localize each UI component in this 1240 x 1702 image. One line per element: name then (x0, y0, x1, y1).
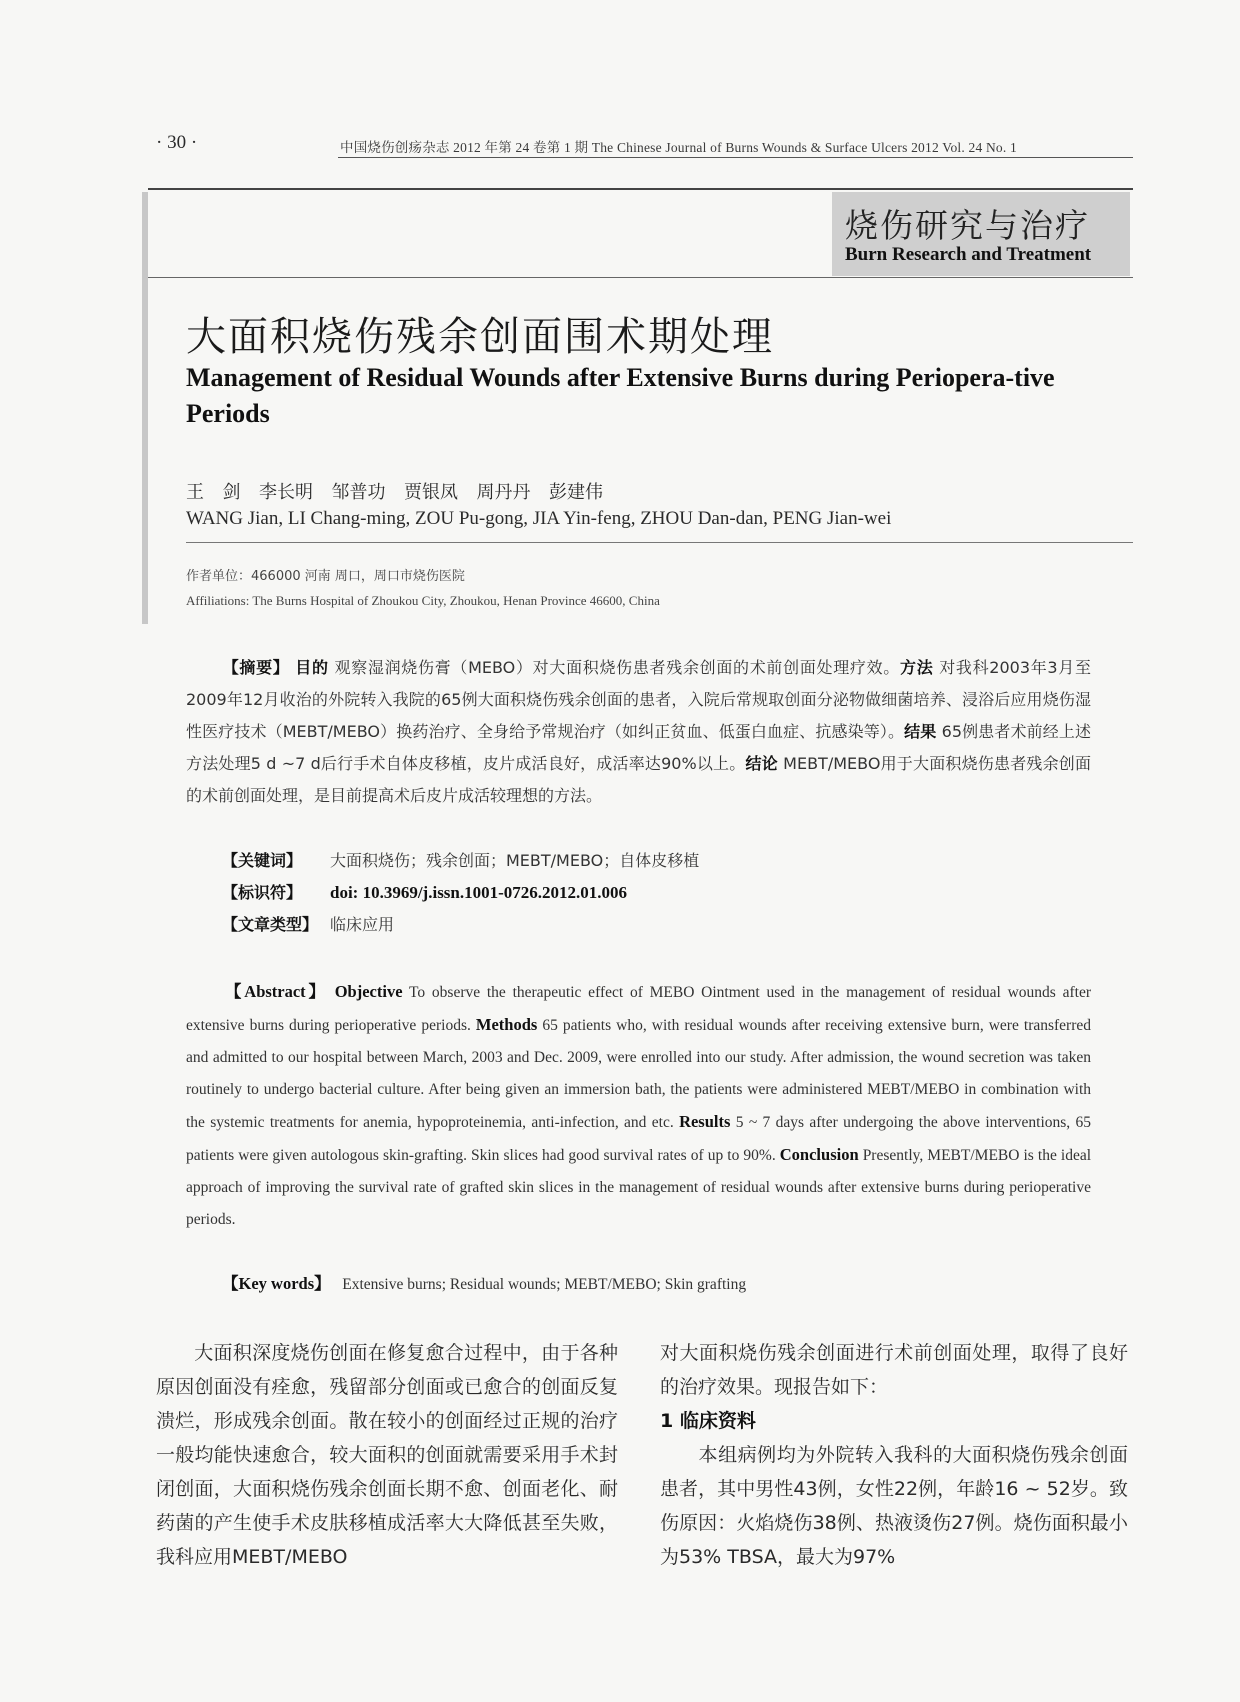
authors-cn: 王 剑 李长明 邹普功 贾银凤 周丹丹 彭建伟 (186, 482, 603, 502)
abstract-cn (186, 652, 1091, 812)
doi-value: doi: 10.3969/j.issn.1001-0726.2012.01.006 (330, 883, 628, 902)
authors-en: WANG Jian, LI Chang-ming, ZOU Pu-gong, JIA Yin-feng, ZHOU Dan-dan, PENG Jian-wei (186, 508, 892, 529)
methods-cn: 对我科2003年3月至2009年12月收治的外院转入我院的65例大面积烧伤残余创面的患者，入院后常规取创面分泌物做细菌培养、浸浴后应用烧伤湿性医疗技术（MEBT/MEBO）换药治疗、全身给予常规治疗（如纠正贫血、低蛋白血症、抗感染等）。 (186, 658, 1091, 741)
conclusion-en: Presently, MEBT/MEBO is the ideal approach of improving the survival rate of grafted skin slices in the management of residual wounds after extensive burns during perioperative periods. (186, 1147, 1092, 1228)
header-rule (338, 157, 1133, 158)
keywords-en-row (222, 1270, 746, 1294)
top-rule (148, 188, 1133, 190)
body-left-column (156, 1336, 618, 1574)
objective-en-label: Objective (334, 982, 403, 1001)
methods-en: 65 patients who, with residual wounds after receiving extensive burn, were transferred and admitted to our hospital between March, 2003 and Dec. 2009, were enrolled into our study. After admission, the wound secretion was taken routinely to undergo bacterial culture. After being given an immersion bath, the patients were administered MEBT/MEBO in combination with the systemic treatments for anemia, hypoproteinemia, anti-infection, and etc. (186, 1017, 1092, 1131)
objective-en: To observe the therapeutic effect of MEBO Ointment used in the management of residual wounds after extensive burns during perioperative periods. (186, 984, 1091, 1034)
running-header: 中国烧伤创疡杂志 2012 年第 24 卷第 1 期 The Chinese Journal of Burns Wounds & Surface Ulcers 2012 Vol. 24 No. 1 (340, 140, 1017, 155)
objective-cn-label: 目的 (295, 658, 329, 677)
left-decorative-bar (142, 192, 148, 624)
keywords-cn: 大面积烧伤；残余创面；MEBT/MEBO；自体皮移植 (330, 851, 700, 870)
conclusion-cn: MEBT/MEBO用于大面积烧伤患者残余创面的术前创面处理，是目前提高术后皮片成活较理想的方法。 (186, 754, 1091, 805)
conclusion-en-label: Conclusion (779, 1145, 859, 1164)
results-cn-label: 结果 (904, 722, 937, 741)
title-cn: 大面积烧伤残余创面围术期处理 (186, 314, 774, 360)
body-left-paragraph: 大面积深度烧伤创面在修复愈合过程中，由于各种原因创面没有痊愈，残留部分创面或已愈合的创面反复溃烂，形成残余创面。散在较小的创面经过正规的治疗一般均能快速愈合，较大面积的创面就需要采用手术封闭创面，大面积烧伤残余创面长期不愈、创面老化、耐药菌的产生使手术皮肤移植成活率大大降低甚至失败，我科应用MEBT/MEBO (156, 1342, 618, 1568)
section-heading-1: 1 临床资料 (660, 1410, 756, 1432)
article-type: 临床应用 (330, 915, 395, 934)
methods-cn-label: 方法 (900, 658, 934, 677)
body-right-paragraph-2: 本组病例均为外院转入我科的大面积烧伤残余创面患者，其中男性43例，女性22例，年龄16 ~ 52岁。致伤原因：火焰烧伤38例、热液烫伤27例。烧伤面积最小为53% TBSA，最大为97% (660, 1444, 1128, 1568)
affiliation-cn: 作者单位：466000 河南 周口，周口市烧伤医院 (186, 569, 465, 584)
page-number: · 30 · (156, 132, 198, 153)
abstract-en-label: 【Abstract】 (222, 982, 328, 1001)
results-en: 5 ~ 7 days after undergoing the above interventions, 65 patients were given autologous skin-grafting. Skin slices had good survival rates of up to 90%. (186, 1114, 1092, 1164)
article-type-row (222, 912, 394, 935)
column-title-cn: 烧伤研究与治疗 (845, 206, 1090, 245)
title-en: Management of Residual Wounds after Extensive Burns during Periopera-tive Periods (186, 363, 1055, 428)
methods-en-label: Methods (475, 1015, 538, 1034)
column-title-en: Burn Research and Treatment (845, 244, 1092, 265)
abstract-cn-label: 【摘要】 (222, 658, 290, 677)
abstract-en (186, 976, 1091, 1236)
doi-row (222, 880, 627, 903)
column-rule (148, 277, 1133, 278)
keywords-en-label: 【Key words】 (222, 1274, 331, 1293)
results-cn: 65例患者术前经上述方法处理5 d ~7 d后行手术自体皮移植，皮片成活良好，成活率达90%以上。 (186, 722, 1091, 773)
body-right-column (660, 1336, 1128, 1574)
affiliation-en: Affiliations: The Burns Hospital of Zhoukou City, Zhoukou, Henan Province 46600, China (186, 593, 660, 608)
article-type-label: 【文章类型】 (222, 915, 319, 934)
objective-cn: 观察湿润烧伤膏（MEBO）对大面积烧伤患者残余创面的术前创面处理疗效。 (334, 658, 901, 677)
doi-label: 【标识符】 (222, 883, 303, 902)
keywords-cn-label: 【关键词】 (222, 851, 303, 870)
authors-rule (186, 542, 1133, 543)
keywords-en: Extensive burns; Residual wounds; MEBT/MEBO; Skin grafting (342, 1276, 747, 1293)
body-right-paragraph-1: 对大面积烧伤残余创面进行术前创面处理，取得了良好的治疗效果。现报告如下： (660, 1342, 1128, 1398)
keywords-cn-row (222, 848, 699, 871)
results-en-label: Results (679, 1112, 731, 1131)
conclusion-cn-label: 结论 (745, 754, 778, 773)
